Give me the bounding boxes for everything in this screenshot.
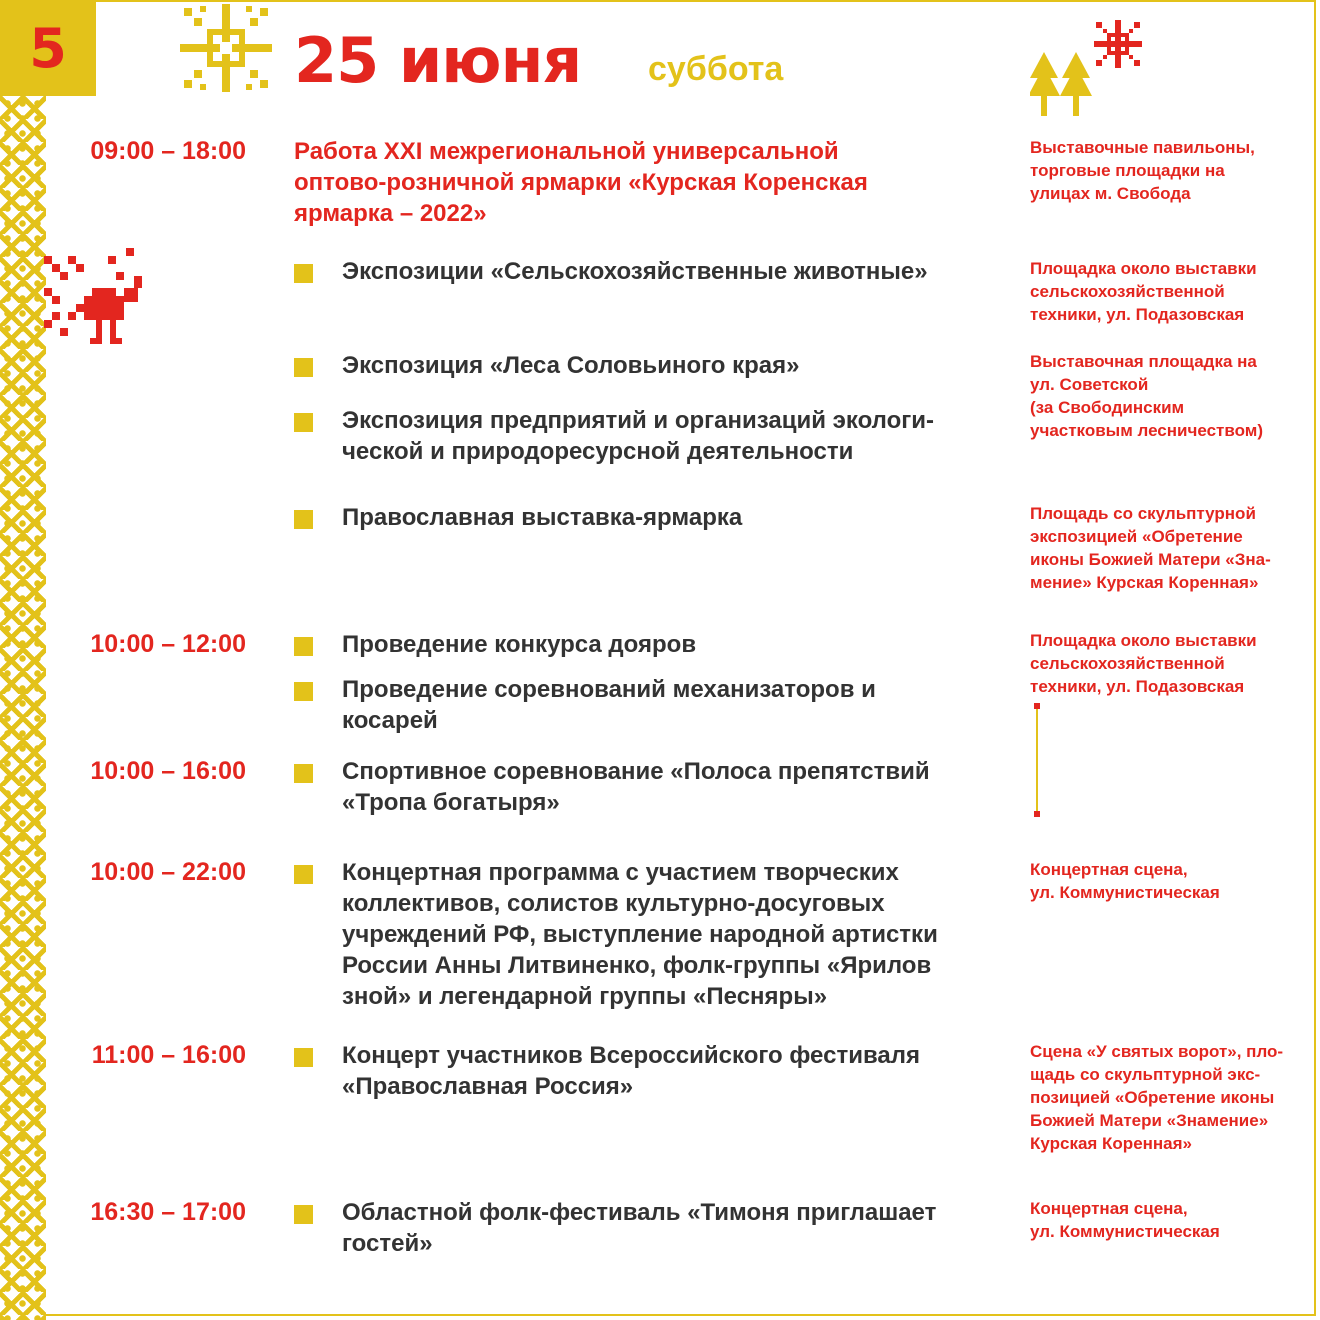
venue-span-dot xyxy=(1034,811,1040,817)
event-item xyxy=(342,1197,982,1259)
event-line: коллективов, солистов культурно-досуговых xyxy=(342,890,885,917)
event-item xyxy=(342,629,982,660)
venue-line: Концертная сцена, xyxy=(1030,1199,1188,1218)
time-item: 10:00 – 16:00 xyxy=(90,757,246,785)
venue-line: иконы Божией Матери «Зна- xyxy=(1030,550,1271,569)
venue-line: мение» Курская Коренная» xyxy=(1030,573,1259,592)
page-number-badge xyxy=(0,0,96,96)
event-line: Проведение соревнований механизаторов и xyxy=(342,676,876,703)
event-item xyxy=(342,1040,982,1102)
event-line: гостей» xyxy=(342,1230,433,1257)
venue-line: техники, ул. Подазовская xyxy=(1030,305,1245,324)
page-title-date: 25 июня xyxy=(294,24,582,97)
venue-line: Выставочные павильоны, xyxy=(1030,138,1255,157)
venue-item xyxy=(1030,1197,1312,1243)
event-item xyxy=(342,502,982,533)
bullet-square-icon xyxy=(294,1205,313,1224)
venue-item xyxy=(1030,858,1312,904)
time-main: 09:00 – 18:00 xyxy=(90,137,246,165)
venue-span-dot xyxy=(1034,703,1040,709)
bullet-square-icon xyxy=(294,413,313,432)
time-item: 11:00 – 16:00 xyxy=(91,1041,246,1069)
venue-line: экспозицией «Обретение xyxy=(1030,527,1243,546)
venue-item xyxy=(1030,629,1312,698)
bird-ornament-icon xyxy=(44,246,146,348)
event-line: зной» и легендарной группы «Песняры» xyxy=(342,983,828,1010)
event-line: ческой и природоресурсной деятельности xyxy=(342,438,854,465)
event-line: Областной фолк-фестиваль «Тимоня приглашает xyxy=(342,1199,937,1226)
small-snowflake-ornament-icon xyxy=(1094,20,1142,68)
bullet-square-icon xyxy=(294,865,313,884)
event-line: Работа XXI межрегиональной универсальной xyxy=(294,138,839,165)
bullet-square-icon xyxy=(294,358,313,377)
event-item xyxy=(342,857,982,1012)
bullet-square-icon xyxy=(294,682,313,701)
event-line: Экспозиция предприятий и организаций экологи- xyxy=(342,407,934,434)
venue-line: сельскохозяйственной xyxy=(1030,282,1225,301)
bullet-square-icon xyxy=(294,264,313,283)
snowflake-ornament-icon xyxy=(180,4,272,92)
venue-line: улицах м. Свобода xyxy=(1030,184,1191,203)
venue-line: Божией Матери «Знамение» xyxy=(1030,1111,1269,1130)
venue-line: Площадка около выставки xyxy=(1030,259,1257,278)
venue-line: ул. Коммунистическая xyxy=(1030,1222,1220,1241)
venue-line: техники, ул. Подазовская xyxy=(1030,677,1245,696)
venue-item xyxy=(1030,502,1312,594)
venue-line: ул. Советской xyxy=(1030,375,1149,394)
venue-main xyxy=(1030,136,1312,205)
event-line: Экспозиции «Сельскохозяйственные животные» xyxy=(342,258,928,285)
event-item xyxy=(342,674,982,736)
weekday-label: суббота xyxy=(648,50,784,88)
ornament-border-strip xyxy=(0,96,46,1320)
bullet-square-icon xyxy=(294,764,313,783)
page-number: 5 xyxy=(29,16,67,80)
event-line: Экспозиция «Леса Соловьиного края» xyxy=(342,352,800,379)
trees-ornament-icon xyxy=(1030,52,1092,116)
event-line: «Православная Россия» xyxy=(342,1073,634,1100)
event-line: оптово-розничной ярмарки «Курская Коренская xyxy=(294,169,868,196)
event-item xyxy=(342,756,982,818)
event-line: Концерт участников Всероссийского фестиваля xyxy=(342,1042,920,1069)
event-line: Православная выставка-ярмарка xyxy=(342,504,743,531)
event-main xyxy=(294,136,934,229)
venue-line: позицией «Обретение иконы xyxy=(1030,1088,1275,1107)
event-line: России Анны Литвиненко, фолк-группы «Ярилов xyxy=(342,952,932,979)
event-item xyxy=(342,350,982,381)
venue-span-line xyxy=(1036,706,1038,814)
venue-line: сельскохозяйственной xyxy=(1030,654,1225,673)
event-item xyxy=(342,405,982,467)
time-item: 10:00 – 12:00 xyxy=(90,630,246,658)
venue-item xyxy=(1030,257,1312,326)
bullet-square-icon xyxy=(294,1048,313,1067)
venue-line: ул. Коммунистическая xyxy=(1030,883,1220,902)
venue-line: Курская Коренная» xyxy=(1030,1134,1193,1153)
bullet-square-icon xyxy=(294,637,313,656)
event-line: «Тропа богатыря» xyxy=(342,789,560,816)
venue-line: (за Свободинским xyxy=(1030,398,1185,417)
time-item: 16:30 – 17:00 xyxy=(90,1198,246,1226)
event-line: Проведение конкурса дояров xyxy=(342,631,697,658)
event-line: ярмарка – 2022» xyxy=(294,200,487,227)
venue-line: Площадь со скульптурной xyxy=(1030,504,1256,523)
venue-line: Выставочная площадка на xyxy=(1030,352,1257,371)
venue-item xyxy=(1030,350,1312,442)
event-line: косарей xyxy=(342,707,438,734)
venue-line: Площадка около выставки xyxy=(1030,631,1257,650)
venue-line: щадь со скульптурной экс- xyxy=(1030,1065,1261,1084)
event-line: Спортивное соревнование «Полоса препятствий xyxy=(342,758,930,785)
venue-line: Концертная сцена, xyxy=(1030,860,1188,879)
venue-line: участковым лесничеством) xyxy=(1030,421,1263,440)
venue-line: торговые площадки на xyxy=(1030,161,1225,180)
venue-item xyxy=(1030,1040,1312,1155)
event-line: учреждений РФ, выступление народной артистки xyxy=(342,921,938,948)
event-item xyxy=(342,256,982,287)
bullet-square-icon xyxy=(294,510,313,529)
event-line: Концертная программа с участием творческих xyxy=(342,859,899,886)
venue-line: Сцена «У святых ворот», пло- xyxy=(1030,1042,1284,1061)
time-item: 10:00 – 22:00 xyxy=(90,858,246,886)
